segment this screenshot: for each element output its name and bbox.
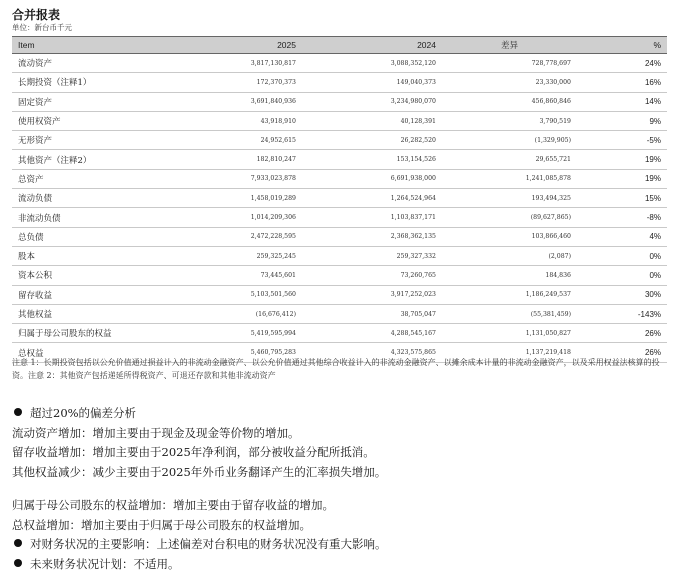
row-item: 股本: [12, 246, 162, 265]
cell-2024: 1,103,837,171: [302, 208, 442, 227]
cell-diff: 456,860,846: [442, 92, 577, 111]
cell-pct: 4%: [577, 227, 667, 246]
analysis-line: 其他权益减少：减少主要由于2025年外币业务翻译产生的汇率损失增加。: [12, 463, 682, 483]
row-item: 归属于母公司股东的权益: [12, 324, 162, 343]
cell-pct: 24%: [577, 54, 667, 73]
table-row: [12, 169, 667, 188]
cell-2024: 38,705,047: [302, 304, 442, 323]
header-diff: 差异: [442, 37, 577, 54]
cell-2025: 24,952,615: [162, 131, 302, 150]
cell-2025: 5,419,595,994: [162, 324, 302, 343]
analysis-line: 留存收益增加：增加主要由于2025年净利润，部分被收益分配所抵消。: [12, 443, 682, 463]
bullet-icon: [14, 539, 22, 547]
cell-2024: 259,327,332: [302, 246, 442, 265]
cell-diff: 1,137,219,418: [442, 343, 577, 362]
table-row: [12, 208, 667, 227]
header-item: Item: [12, 37, 162, 54]
bullet-text: 未来财务状况计划：不适用。: [30, 557, 180, 571]
table-row: [12, 227, 667, 246]
cell-2025: 3,817,130,817: [162, 54, 302, 73]
cell-2024: 73,260,765: [302, 266, 442, 285]
row-item: 其他资产（注释2）: [12, 150, 162, 169]
cell-pct: 16%: [577, 73, 667, 92]
cell-2024: 3,917,252,023: [302, 285, 442, 304]
cell-pct: 0%: [577, 246, 667, 265]
table-row: [12, 285, 667, 304]
row-item: 流动资产: [12, 54, 162, 73]
header-pct: %: [577, 37, 667, 54]
cell-pct: 14%: [577, 92, 667, 111]
cell-2024: 2,368,362,135: [302, 227, 442, 246]
table-row: [12, 266, 667, 285]
cell-2025: 73,445,601: [162, 266, 302, 285]
row-item: 资本公积: [12, 266, 162, 285]
cell-2025: 1,458,019,289: [162, 189, 302, 208]
table-row: [12, 246, 667, 265]
cell-diff: 23,330,000: [442, 73, 577, 92]
cell-pct: 15%: [577, 189, 667, 208]
analysis-section: [12, 404, 682, 574]
cell-diff: 193,494,325: [442, 189, 577, 208]
table-row: [12, 324, 667, 343]
cell-2024: 40,128,391: [302, 111, 442, 130]
cell-pct: -5%: [577, 131, 667, 150]
header-2025: 2025: [162, 37, 302, 54]
cell-diff: (2,087): [442, 246, 577, 265]
row-item: 固定资产: [12, 92, 162, 111]
cell-2025: 5,460,795,283: [162, 343, 302, 362]
table-row: [12, 92, 667, 111]
row-item: 长期投资（注释1）: [12, 73, 162, 92]
cell-2024: 3,234,980,070: [302, 92, 442, 111]
balance-sheet-table: [12, 36, 667, 363]
cell-2024: 26,282,520: [302, 131, 442, 150]
cell-2024: 4,288,545,167: [302, 324, 442, 343]
table-row: [12, 111, 667, 130]
cell-diff: 184,836: [442, 266, 577, 285]
cell-diff: (89,627,865): [442, 208, 577, 227]
table-row: [12, 150, 667, 169]
cell-pct: 19%: [577, 169, 667, 188]
cell-2025: 5,103,501,560: [162, 285, 302, 304]
row-item: 使用权资产: [12, 111, 162, 130]
analysis-heading-line: [12, 404, 682, 424]
cell-2024: 6,691,938,000: [302, 169, 442, 188]
cell-2025: 172,370,373: [162, 73, 302, 92]
cell-pct: 9%: [577, 111, 667, 130]
row-item: 非流动负债: [12, 208, 162, 227]
table-row: [12, 131, 667, 150]
bullet-text: 对财务状况的主要影响：上述偏差对台积电的财务状况没有重大影响。: [30, 537, 387, 551]
analysis-heading: 超过20%的偏差分析: [30, 406, 136, 420]
cell-2024: 3,088,352,120: [302, 54, 442, 73]
cell-2025: 182,810,247: [162, 150, 302, 169]
analysis-line: 总权益增加：增加主要由于归属于母公司股东的权益增加。: [12, 516, 682, 536]
cell-diff: 1,186,249,537: [442, 285, 577, 304]
cell-pct: -143%: [577, 304, 667, 323]
cell-pct: 26%: [577, 343, 667, 362]
bullet-icon: [14, 559, 22, 567]
cell-2025: 7,933,023,878: [162, 169, 302, 188]
table-header-row: [12, 37, 667, 54]
cell-pct: -8%: [577, 208, 667, 227]
cell-2024: 1,264,524,964: [302, 189, 442, 208]
row-item: 无形资产: [12, 131, 162, 150]
cell-pct: 26%: [577, 324, 667, 343]
cell-2024: 4,323,575,865: [302, 343, 442, 362]
header-2024: 2024: [302, 37, 442, 54]
cell-2025: 259,325,245: [162, 246, 302, 265]
cell-2025: (16,676,412): [162, 304, 302, 323]
cell-diff: 103,866,460: [442, 227, 577, 246]
page-title: 合并报表: [12, 6, 60, 23]
cell-diff: (55,381,459): [442, 304, 577, 323]
cell-diff: (1,329,905): [442, 131, 577, 150]
unit-label: 单位：新台币千元: [12, 22, 72, 33]
cell-2024: 149,040,373: [302, 73, 442, 92]
table-row: [12, 189, 667, 208]
cell-pct: 0%: [577, 266, 667, 285]
cell-diff: 3,790,519: [442, 111, 577, 130]
row-item: 其他权益: [12, 304, 162, 323]
table-row: [12, 73, 667, 92]
bullet-icon: [14, 408, 22, 416]
bullet-line: [12, 535, 682, 555]
cell-2025: 2,472,228,595: [162, 227, 302, 246]
analysis-line: 归属于母公司股东的权益增加：增加主要由于留存收益的增加。: [12, 496, 682, 516]
footnote: 注意 1：长期投资包括以公允价值通过损益计入的非流动金融资产、以公允价值通过其他综合收益计入的非流动金融资产、以摊余成本计量的非流动金融资产，以及采用权益法核算的投资。注意 2：其他资产包括递延所得税资产、可退还存款和其他非流动资产: [12, 356, 672, 382]
cell-diff: 728,778,697: [442, 54, 577, 73]
bullet-line: [12, 555, 682, 574]
cell-2025: 3,691,840,936: [162, 92, 302, 111]
analysis-line: 流动资产增加：增加主要由于现金及现金等价物的增加。: [12, 424, 682, 444]
cell-diff: 1,131,050,827: [442, 324, 577, 343]
row-item: 流动负债: [12, 189, 162, 208]
cell-pct: 19%: [577, 150, 667, 169]
cell-pct: 30%: [577, 285, 667, 304]
cell-2024: 153,154,526: [302, 150, 442, 169]
row-item: 总负债: [12, 227, 162, 246]
cell-diff: 29,655,721: [442, 150, 577, 169]
row-item: 总权益: [12, 343, 162, 362]
table-row: [12, 304, 667, 323]
row-item: 总资产: [12, 169, 162, 188]
cell-2025: 1,014,209,306: [162, 208, 302, 227]
row-item: 留存收益: [12, 285, 162, 304]
table-row: [12, 54, 667, 73]
cell-diff: 1,241,085,878: [442, 169, 577, 188]
cell-2025: 43,918,910: [162, 111, 302, 130]
